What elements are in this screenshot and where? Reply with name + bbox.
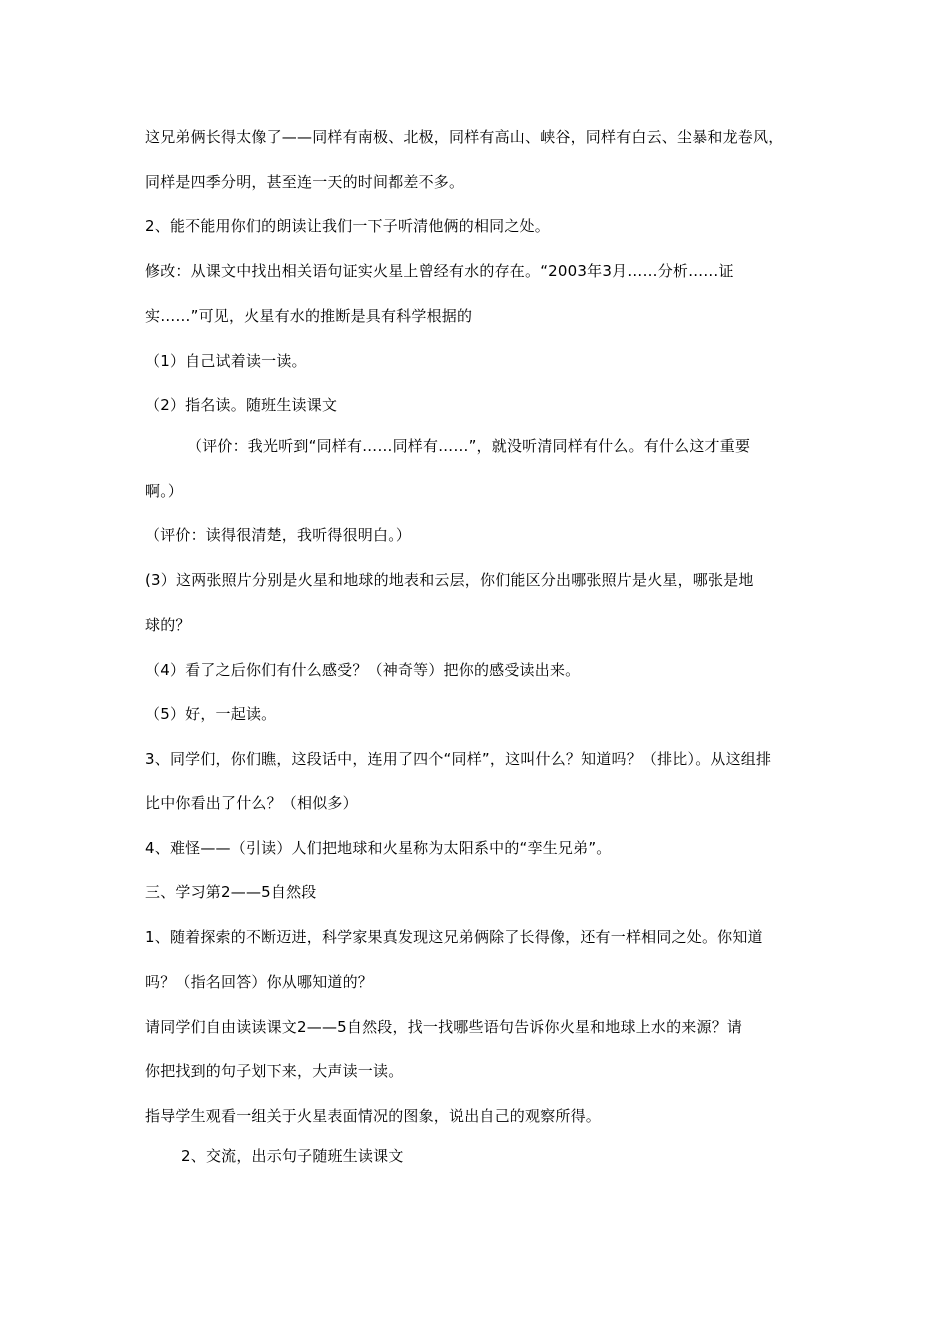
paragraph-line: 比中你看出了什么？（相似多） bbox=[145, 794, 358, 812]
section-heading: 三、学习第2——5自然段 bbox=[145, 883, 317, 901]
paragraph-line: （1）自己试着读一读。 bbox=[145, 352, 307, 370]
paragraph-line: (3）这两张照片分别是火星和地球的地表和云层，你们能区分出哪张照片是火星，哪张是地 bbox=[145, 571, 754, 589]
paragraph-line: 指导学生观看一组关于火星表面情况的图象，说出自己的观察所得。 bbox=[145, 1107, 602, 1125]
paragraph-line: 请同学们自由读读课文2——5自然段，找一找哪些语句告诉你火星和地球上水的来源？请 bbox=[145, 1018, 743, 1036]
paragraph-line: 吗？（指名回答）你从哪知道的？ bbox=[145, 973, 374, 991]
paragraph-line: （5）好，一起读。 bbox=[145, 705, 277, 723]
paragraph-line: 3、同学们，你们瞧，这段话中，连用了四个“同样”，这叫什么？知道吗？（排比）。从这组排 bbox=[145, 750, 772, 768]
paragraph-line: 这兄弟俩长得太像了——同样有南极、北极，同样有高山、峡谷，同样有白云、尘暴和龙卷风， bbox=[145, 128, 784, 146]
paragraph-line: 实……”可见，火星有水的推断是具有科学根据的 bbox=[145, 307, 473, 325]
paragraph-line: （4）看了之后你们有什么感受？（神奇等）把你的感受读出来。 bbox=[145, 661, 581, 679]
paragraph-line: （2）指名读。随班生读课文 bbox=[145, 396, 338, 414]
paragraph-line: 2、交流，出示句子随班生读课文 bbox=[181, 1147, 404, 1165]
paragraph-line: 球的？ bbox=[145, 616, 191, 634]
paragraph-line: （评价：读得很清楚，我听得很明白。） bbox=[145, 526, 412, 544]
paragraph-line: 你把找到的句子划下来，大声读一读。 bbox=[145, 1062, 404, 1080]
paragraph-line: 4、难怪——（引读）人们把地球和火星称为太阳系中的“孪生兄弟”。 bbox=[145, 839, 612, 857]
paragraph-line: 2、能不能用你们的朗读让我们一下子听清他俩的相同之处。 bbox=[145, 217, 550, 235]
paragraph-line: （评价：我光听到“同样有……同样有……”，就没听清同样有什么。有什么这才重要 bbox=[187, 437, 751, 455]
paragraph-line: 同样是四季分明，甚至连一天的时间都差不多。 bbox=[145, 173, 465, 191]
paragraph-line: 1、随着探索的不断迈进，科学家果真发现这兄弟俩除了长得像，还有一样相同之处。你知道 bbox=[145, 928, 763, 946]
paragraph-line: 修改：从课文中找出相关语句证实火星上曾经有水的存在。“2003年3月……分析……证 bbox=[145, 262, 734, 280]
paragraph-line: 啊。） bbox=[145, 482, 184, 500]
